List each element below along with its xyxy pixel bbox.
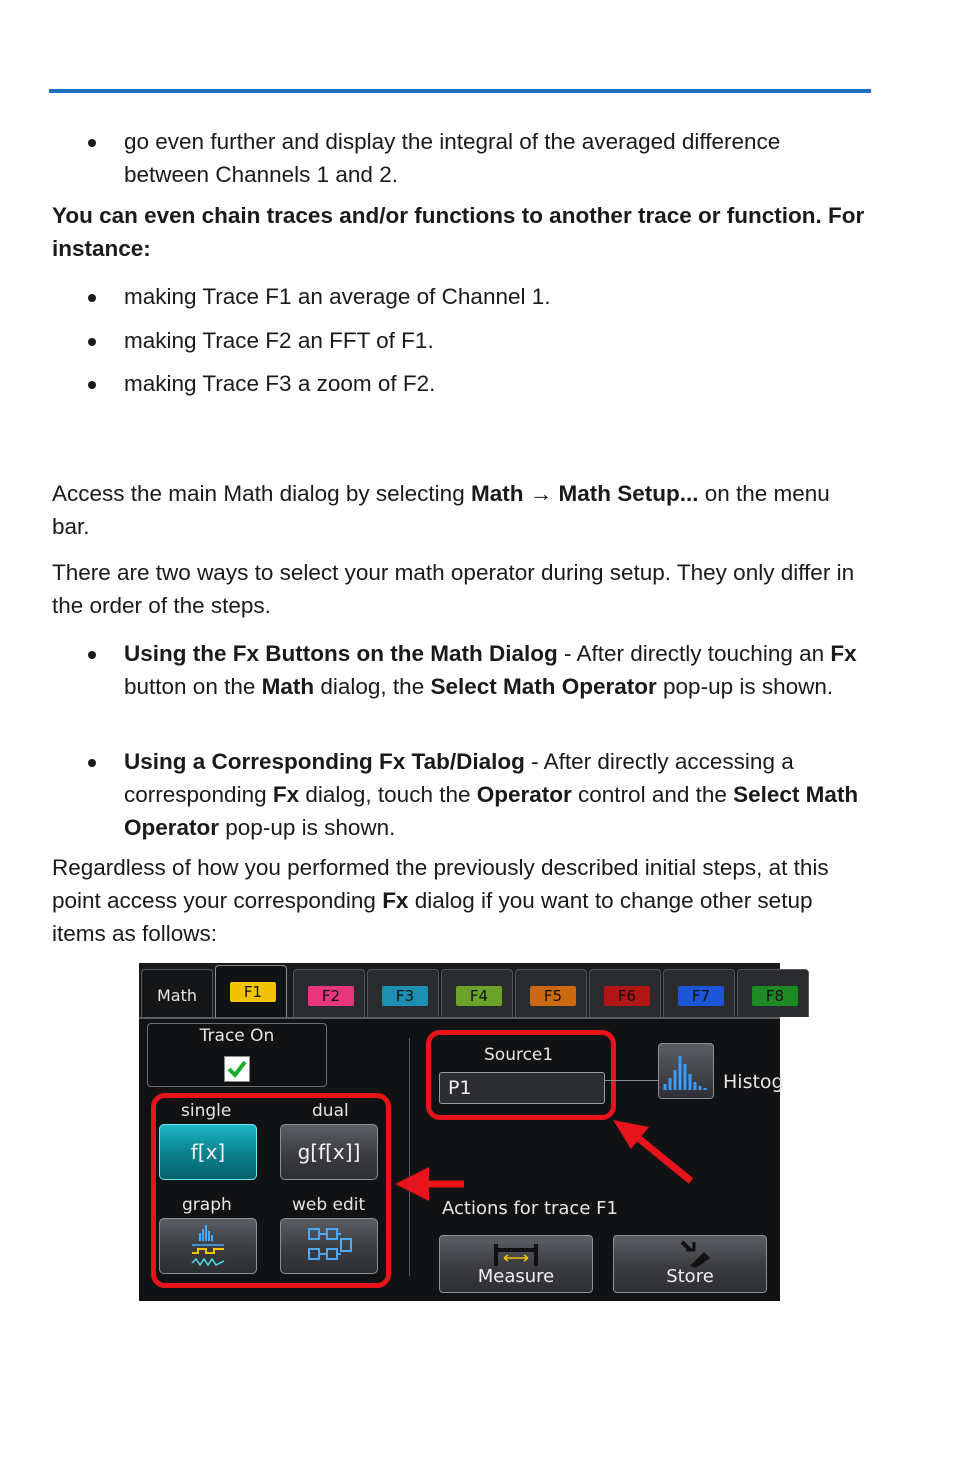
source1-field[interactable]: P1: [439, 1072, 605, 1104]
measure-button[interactable]: [439, 1235, 593, 1293]
trace-on-label: Trace On: [199, 1026, 275, 1046]
way-text: dialog, the: [314, 674, 431, 699]
dual-label: dual: [312, 1101, 349, 1121]
bullet-dot: [88, 139, 96, 147]
bullet-text: making Trace F3 a zoom of F2.: [124, 371, 436, 396]
store-button[interactable]: [613, 1235, 767, 1293]
two-ways-paragraph: There are two ways to select your math operator during setup. They only differ in the order of the steps.: [52, 560, 855, 618]
actions-label: Actions for trace F1: [442, 1198, 618, 1219]
way-bold: Math: [261, 674, 315, 699]
dual-operator-button[interactable]: g[f[x]]: [280, 1124, 378, 1180]
histogram-label: Histog: [723, 1071, 784, 1093]
math-dialog-screenshot: [139, 963, 785, 1301]
bullet-text: go even further and display the integral of the averaged difference between Channels 1 and 2.: [124, 129, 781, 187]
bullet-dot: [88, 294, 96, 302]
way-title: Using a Corresponding Fx Tab/Dialog: [124, 749, 525, 774]
regardless-bold: Fx: [382, 888, 409, 913]
bullet-way-2: [88, 745, 868, 844]
bullet-way-1: [88, 637, 868, 703]
tab-chip: F3: [382, 986, 428, 1006]
way-text: - After directly touching an: [557, 641, 831, 666]
way-text: button on the: [124, 674, 262, 699]
way-title: Using the Fx Buttons on the Math Dialog: [124, 641, 558, 666]
way-text: pop-up is shown.: [656, 674, 834, 699]
tab-chip: F6: [604, 986, 650, 1006]
bullet-text: making Trace F1 an average of Channel 1.: [124, 284, 551, 309]
way-bold: Operator: [476, 782, 572, 807]
access-paragraph: [52, 477, 872, 543]
header-rule: [49, 89, 871, 93]
regardless-text: Regardless of how you performed the previously described initial steps, at this point access your corresponding: [52, 855, 829, 913]
way-text: control and the: [571, 782, 734, 807]
way-bold: Select Math Operator: [124, 782, 859, 840]
way-bold: Fx: [272, 782, 300, 807]
web-edit-label: web edit: [292, 1195, 366, 1215]
tab-chip: F1: [230, 982, 276, 1002]
bullet-dot: [88, 338, 96, 346]
way-text: pop-up is shown.: [219, 815, 396, 840]
bullet-dot: [88, 759, 96, 767]
tab-chip: F7: [678, 986, 724, 1006]
access-text-end: on the menu bar.: [52, 481, 830, 539]
measure-icon: [486, 1240, 546, 1268]
bullet-chain-2: [88, 324, 868, 357]
access-text: Access the main Math dialog by selecting: [52, 481, 471, 506]
bullet-integral: [88, 125, 868, 191]
chain-heading: You can even chain traces and/or functions to another trace or function. For instance:: [52, 203, 865, 261]
bullet-text: [124, 745, 868, 844]
way-bold: Select Math Operator: [430, 674, 657, 699]
single-operator-button[interactable]: f[x]: [159, 1124, 257, 1180]
measure-label: Measure: [477, 1266, 555, 1287]
tab-label: Math: [156, 986, 198, 1005]
way-bold: Fx: [830, 641, 857, 666]
regardless-text-end: dialog if you want to change other setup items as follows:: [52, 888, 813, 946]
way-text: dialog, touch the: [299, 782, 477, 807]
way-text: - After directly accessing a corresponding: [124, 749, 794, 807]
tab-chip: F4: [456, 986, 502, 1006]
store-label: Store: [666, 1266, 714, 1287]
bullet-dot: [88, 381, 96, 389]
bullet-dot: [88, 651, 96, 659]
access-menu-path: Math → Math Setup...: [470, 481, 699, 506]
single-label: single: [181, 1101, 232, 1121]
source1-label: Source1: [484, 1045, 554, 1065]
store-icon: [660, 1240, 720, 1268]
tab-chip: F5: [530, 986, 576, 1006]
tab-chip: F8: [752, 986, 798, 1006]
bullet-chain-3: [88, 367, 868, 400]
bullet-chain-1: [88, 280, 868, 313]
bullet-text: making Trace F2 an FFT of F1.: [124, 328, 434, 353]
bullet-text: [124, 637, 868, 703]
regardless-paragraph: [52, 851, 872, 950]
graph-label: graph: [182, 1195, 232, 1215]
tab-chip: F2: [308, 986, 354, 1006]
